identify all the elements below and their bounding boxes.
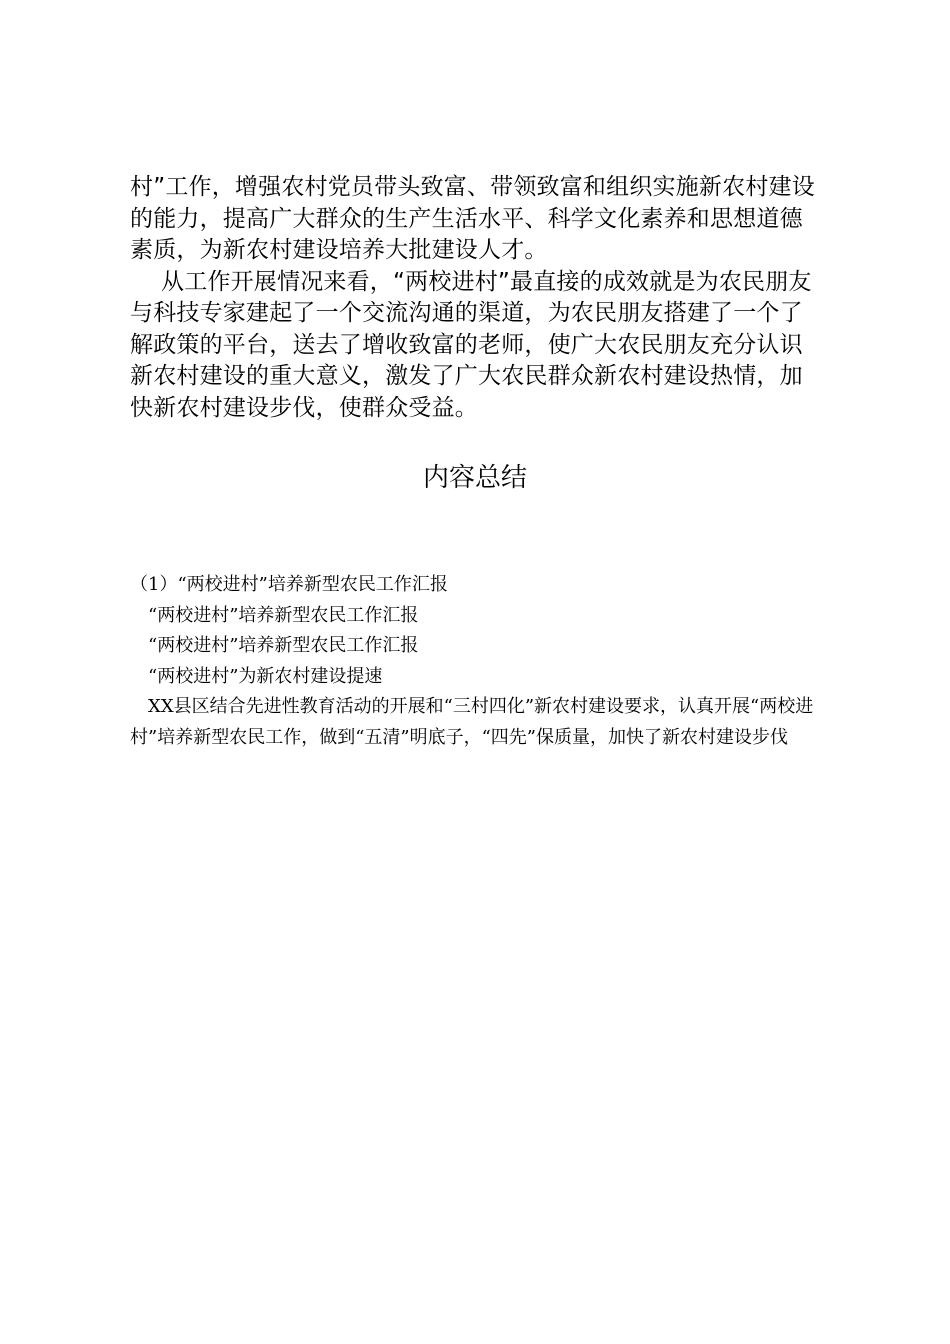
summary-item: XX县区结合先进性教育活动的开展和“三村四化”新农村建设要求，认真开展“两校进村”培养新型农民工作，做到“五清”明底子，“四先”保质量，加快了新农村建设步伐 [130, 696, 814, 748]
summary-item: “两校进村”为新农村建设提速 [148, 665, 383, 687]
body-paragraph: 从工作开展情况来看，“两校进村”最直接的成效就是为农民朋友与科技专家建起了一个交流沟通的渠道，为农民朋友搭建了一个了解政策的平台，送去了增收致富的老师，使广大农民朋友充分认识新农村建设的重大意义，激发了广大农民群众新农村建设热情，加快新农村建设步伐，使群众受益。 [130, 268, 812, 421]
summary-item: “两校进村”培养新型农民工作汇报 [148, 635, 419, 656]
summary-title: 内容总结 [422, 463, 527, 493]
body-text [130, 172, 825, 424]
summary-item: （1）“两校进村”培养新型农民工作汇报 [130, 574, 448, 595]
summary-item: “两校进村”培养新型农民工作汇报 [148, 604, 419, 626]
summary-list [130, 570, 828, 753]
body-paragraph: 村”工作，增强农村党员带头致富、带领致富和组织实施新农村建设的能力，提高广大群众的生产生活水平、科学文化素养和思想道德素质，为新农村建设培养大批建设人才。 [130, 174, 815, 263]
